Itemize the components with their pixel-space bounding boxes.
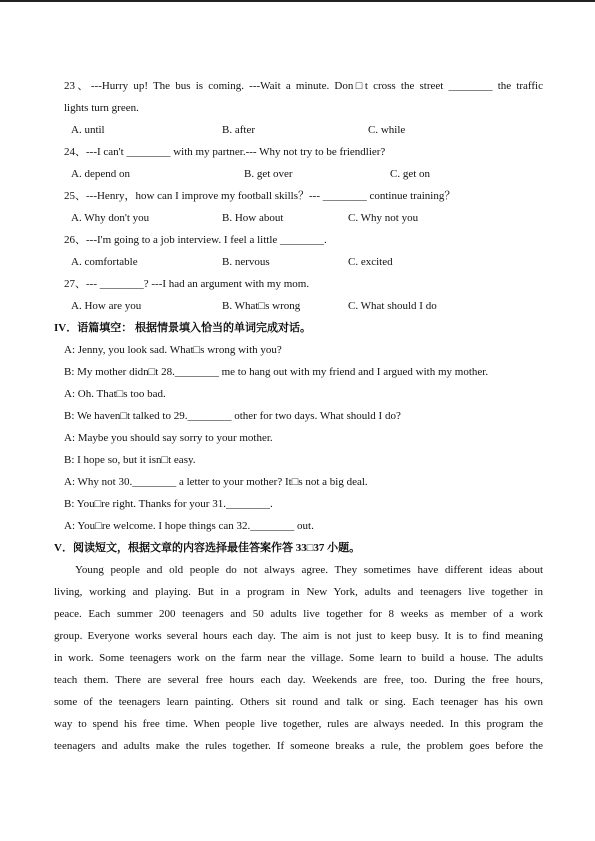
question-24-option-b: B. get over <box>244 168 293 180</box>
passage-line: group. Everyone works several hours each day. The aim is not just to keep busy. It is to find meaning <box>54 630 543 642</box>
question-27-stem: 27、--- ________? ---I had an argument with my mom. <box>64 278 310 290</box>
question-23-stem-continued: lights turn green. <box>64 102 139 114</box>
dialogue-line: A: Oh. That□s too bad. <box>64 388 166 400</box>
passage-line: living, working and playing. But in a program in New York, adults and teenagers live together in <box>54 586 543 598</box>
question-26-option-a: A. comfortable <box>71 256 138 268</box>
section-5-heading: V．阅读短文，根据文章的内容选择最佳答案作答 33□37 小题。 <box>54 542 361 554</box>
dialogue-line: A: Why not 30.________ a letter to your mother? It□s not a big deal. <box>64 476 368 488</box>
question-27-option-b: B. What□s wrong <box>222 300 301 312</box>
question-25-option-b: B. How about <box>222 212 284 224</box>
dialogue-line: B: You□re right. Thanks for your 31.________. <box>64 498 273 510</box>
passage-line: some of the teenagers learn painting. Others sit round and talk or sing. Each teenager has his own <box>54 696 543 708</box>
question-26-option-c: C. excited <box>348 256 393 268</box>
dialogue-line: B: We haven□t talked to 29.________ other for two days. What should I do? <box>64 410 401 422</box>
dialogue-line: A: Jenny, you look sad. What□s wrong with you? <box>64 344 282 356</box>
question-25-stem: 25、---Henry，how can I improve my football skills？--- ________ continue training？ <box>64 190 456 202</box>
question-23-option-c: C. while <box>368 124 406 136</box>
passage-line: teach them. There are several free hours each day. Weekends are free, too. During the free hours, <box>54 674 543 686</box>
page-top-rule <box>0 0 595 2</box>
dialogue-line: B: My mother didn□t 28.________ me to hang out with my friend and I argued with my mother. <box>64 366 489 378</box>
question-23-option-a: A. until <box>71 124 105 136</box>
question-27-option-c: C. What should I do <box>348 300 437 312</box>
passage-line: teenagers and adults make the rules together. If someone breaks a rule, the problem goes before the <box>54 740 543 752</box>
question-26-option-b: B. nervous <box>222 256 270 268</box>
passage-line: in work. Some teenagers work on the farm near the village. Some learn to build a house. The adults <box>54 652 543 664</box>
dialogue-line: A: You□re welcome. I hope things can 32.________ out. <box>64 520 314 532</box>
question-23-stem: 23、---Hurry up! The bus is coming. ---Wait a minute. Don□t cross the street ________ the traffic <box>64 80 543 92</box>
passage-line: peace. Each summer 200 teenagers and 50 adults live together for 8 weeks as member of a work <box>54 608 543 620</box>
dialogue-line: A: Maybe you should say sorry to your mother. <box>64 432 273 444</box>
question-24-option-a: A. depend on <box>71 168 130 180</box>
question-24-option-c: C. get on <box>390 168 431 180</box>
passage-line: Young people and old people do not always agree. They sometimes have different ideas about <box>75 564 543 576</box>
question-26-stem: 26、---I'm going to a job interview. I feel a little ________. <box>64 234 327 246</box>
question-23-option-b: B. after <box>222 124 255 136</box>
question-25-option-a: A. Why don't you <box>71 212 150 224</box>
question-24-stem: 24、---I can't ________ with my partner.--- Why not try to be friendlier? <box>64 146 386 158</box>
question-25-option-c: C. Why not you <box>348 212 419 224</box>
section-4-heading: IV．语篇填空： 根据情景填入恰当的单词完成对话。 <box>54 322 311 334</box>
passage-line: way to spend his free time. When people live together, rules are always needed. In this program the <box>54 718 543 730</box>
question-27-option-a: A. How are you <box>71 300 142 312</box>
dialogue-line: B: I hope so, but it isn□t easy. <box>64 454 196 466</box>
